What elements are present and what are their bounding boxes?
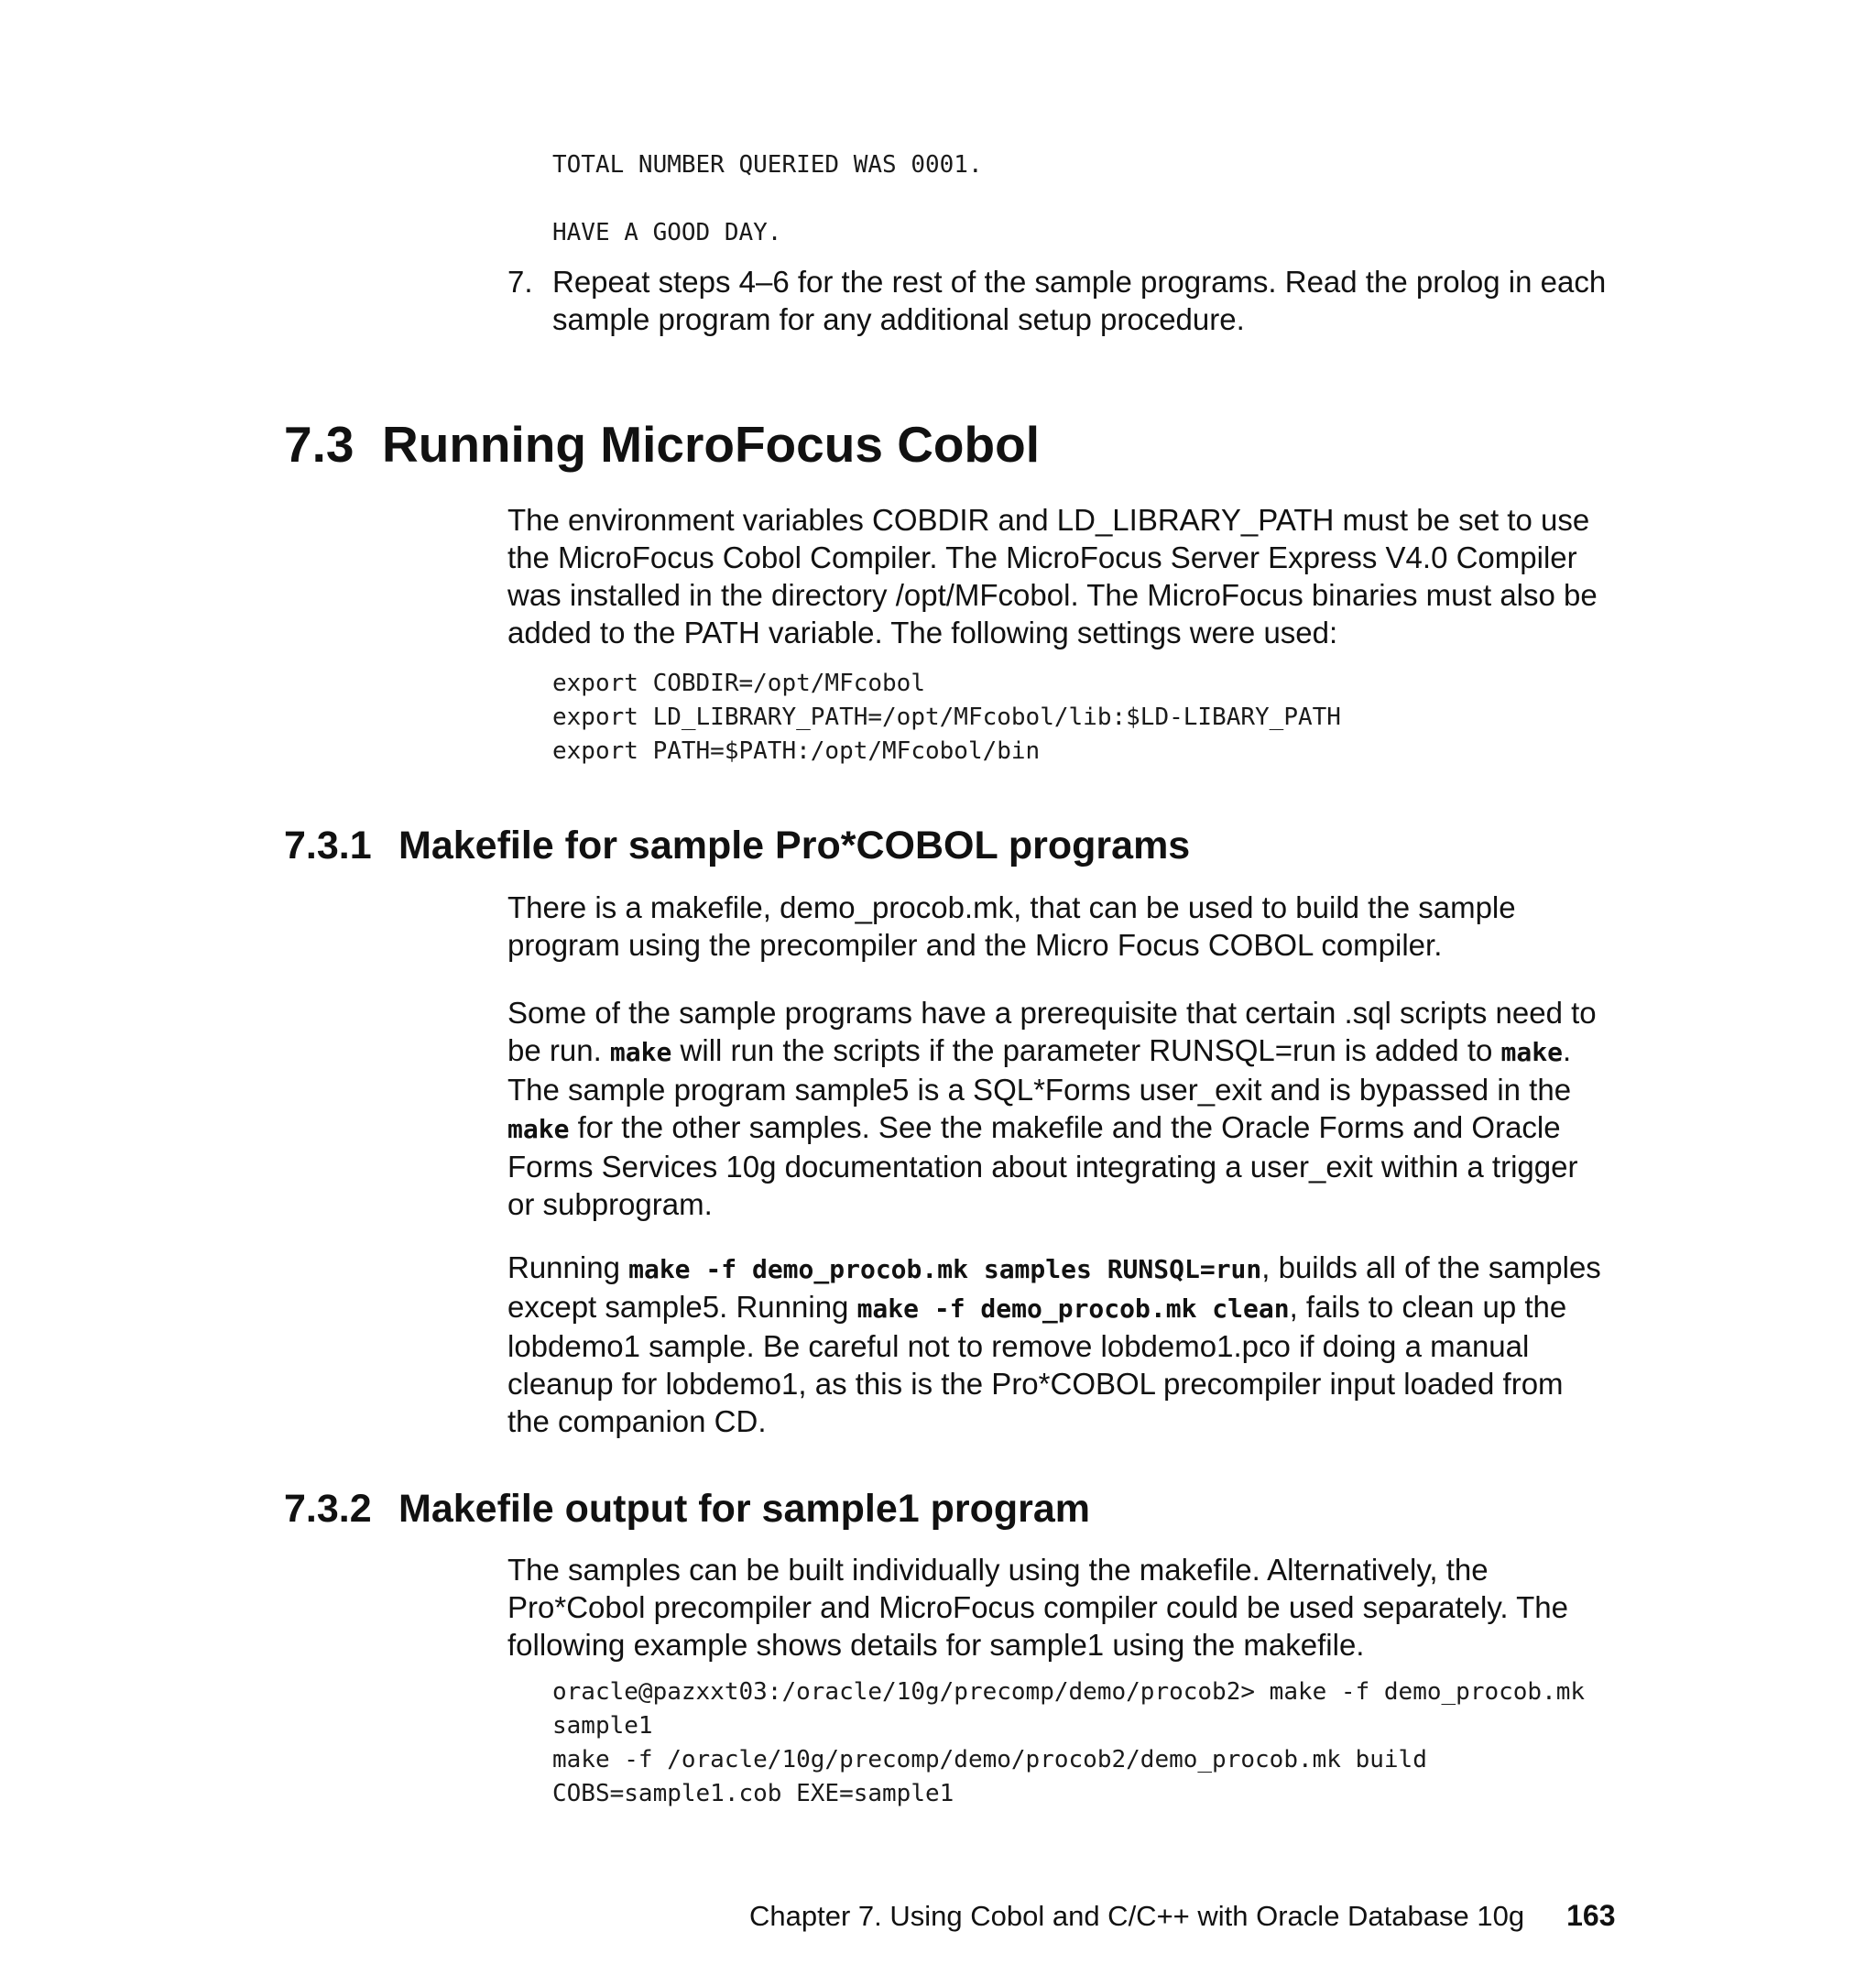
paragraph (507, 1249, 1607, 1440)
text-run: Some of the sample programs have a prerequisite that certain .sql scripts need to be run. (507, 996, 1597, 1067)
code-line: COBS=sample1.cob EXE=sample1 (552, 1780, 954, 1807)
list-item-step-7 (507, 263, 1607, 338)
code-line: oracle@pazxxt03:/oracle/10g/precomp/demo/procob2> make -f demo_procob.mk (552, 1678, 1586, 1706)
program-output-line: HAVE A GOOD DAY. (552, 219, 782, 246)
footer-chapter-title: Chapter 7. Using Cobol and C/C++ with Oracle Database 10g (749, 1900, 1525, 1932)
subsection-number: 7.3.2 (284, 1487, 372, 1531)
page-number: 163 (1566, 1899, 1616, 1932)
section-heading (284, 415, 1040, 474)
command-inline: make -f demo_procob.mk samples RUNSQL=run (628, 1254, 1262, 1284)
command-inline: make (609, 1037, 672, 1067)
subsection-heading (284, 822, 1190, 869)
subsection-title: Makefile output for sample1 program (398, 1487, 1091, 1531)
command-inline: make (1500, 1037, 1563, 1067)
text-run: , fails to clean up the lobdemo1 sample. Be careful not to remove lobdemo1.pco if doing a manual cleanup for lobdemo1, as this is the Pro*COBOL precompiler input loaded from the companion CD. (507, 1290, 1567, 1438)
paragraph: The samples can be built individually using the makefile. Alternatively, the Pro*Cobol precompiler and MicroFocus compiler could be used separately. The following example shows details for sample1 using the makefile. (507, 1553, 1569, 1662)
text-run: Running (507, 1250, 629, 1284)
code-line: make -f /oracle/10g/precomp/demo/procob2/demo_procob.mk build (552, 1746, 1427, 1773)
text-run: . The sample program sample5 is a SQL*Forms user_exit and is bypassed in the (507, 1033, 1572, 1107)
paragraph: There is a makefile, demo_procob.mk, that can be used to build the sample program using the precompiler and the Micro Focus COBOL compiler. (507, 890, 1516, 962)
section-number: 7.3 (284, 416, 354, 473)
text-run: will run the scripts if the parameter RUNSQL=run is added to (671, 1033, 1501, 1067)
list-marker: 7. (507, 265, 533, 299)
subsection-number: 7.3.1 (284, 824, 372, 868)
code-line: export LD_LIBRARY_PATH=/opt/MFcobol/lib:$LD-LIBARY_PATH (552, 704, 1341, 731)
command-inline: make (507, 1114, 570, 1144)
page-footer (749, 1898, 1615, 1934)
paragraph (507, 994, 1607, 1223)
code-line: sample1 (552, 1712, 653, 1740)
program-output-line: TOTAL NUMBER QUERIED WAS 0001. (552, 151, 983, 179)
subsection-title: Makefile for sample Pro*COBOL programs (398, 824, 1191, 868)
code-line: export PATH=$PATH:/opt/MFcobol/bin (552, 737, 1041, 765)
subsection-heading (284, 1485, 1090, 1533)
command-inline: make -f demo_procob.mk clean (856, 1293, 1290, 1324)
text-run: for the other samples. See the makefile and the Oracle Forms and Oracle Forms Services 10g documentation about integrating a user_exit within a trigger or subprogram. (507, 1110, 1578, 1221)
code-line: export COBDIR=/opt/MFcobol (552, 670, 925, 697)
section-title: Running MicroFocus Cobol (382, 416, 1040, 473)
text-run: , builds all of the samples except sample5. Running (507, 1250, 1601, 1324)
list-item-text: Repeat steps 4–6 for the rest of the sample programs. Read the prolog in each sample program for any additional setup procedure. (552, 265, 1607, 336)
paragraph: The environment variables COBDIR and LD_LIBRARY_PATH must be set to use the MicroFocus Cobol Compiler. The MicroFocus Server Express V4.0 Compiler was installed in the directory /opt/MFcobol. The MicroFocus binaries must also be added to the PATH variable. The following settings were used: (507, 503, 1598, 649)
